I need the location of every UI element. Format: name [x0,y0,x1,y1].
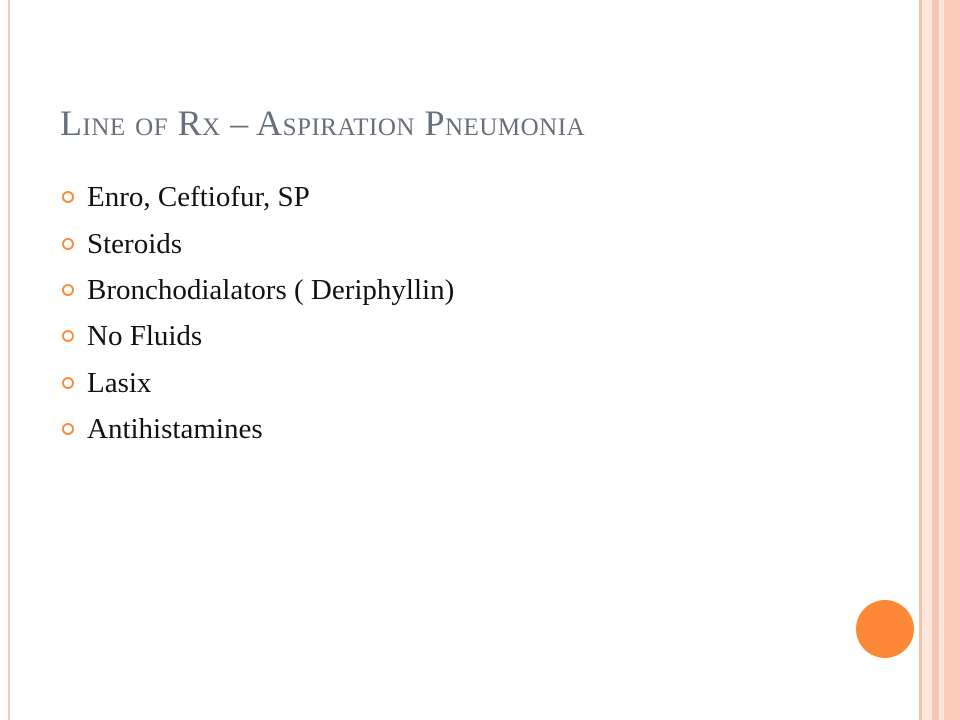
bullet-item [62,313,454,359]
bullet-circle-icon [62,377,74,389]
bullet-circle-icon [62,330,74,342]
left-border-line [8,0,10,720]
bullet-item [62,267,454,313]
bullet-circle-icon [62,191,74,203]
orange-circle-decoration [856,600,914,658]
bullet-circle-icon [62,423,74,435]
right-band-stripe [932,0,939,720]
right-band-stripe [919,0,922,720]
bullet-item [62,360,454,406]
bullet-item [62,406,454,452]
bullet-item [62,220,454,266]
bullet-circle-icon [62,238,74,250]
bullet-list [62,174,454,452]
bullet-text: Bronchodialators ( Deriphyllin) [87,273,455,306]
bullet-text: No Fluids [87,320,203,353]
right-band-stripe [941,0,943,720]
bullet-text: Enro, Ceftiofur, SP [87,181,310,214]
bullet-text: Steroids [87,227,183,260]
bullet-text: Lasix [87,366,152,399]
right-band-stripe [944,0,960,720]
bullet-item [62,174,454,220]
slide-title: Line of Rx – Aspiration Pneumonia [60,103,586,143]
bullet-circle-icon [62,284,74,296]
bullet-text: Antihistamines [87,413,263,446]
